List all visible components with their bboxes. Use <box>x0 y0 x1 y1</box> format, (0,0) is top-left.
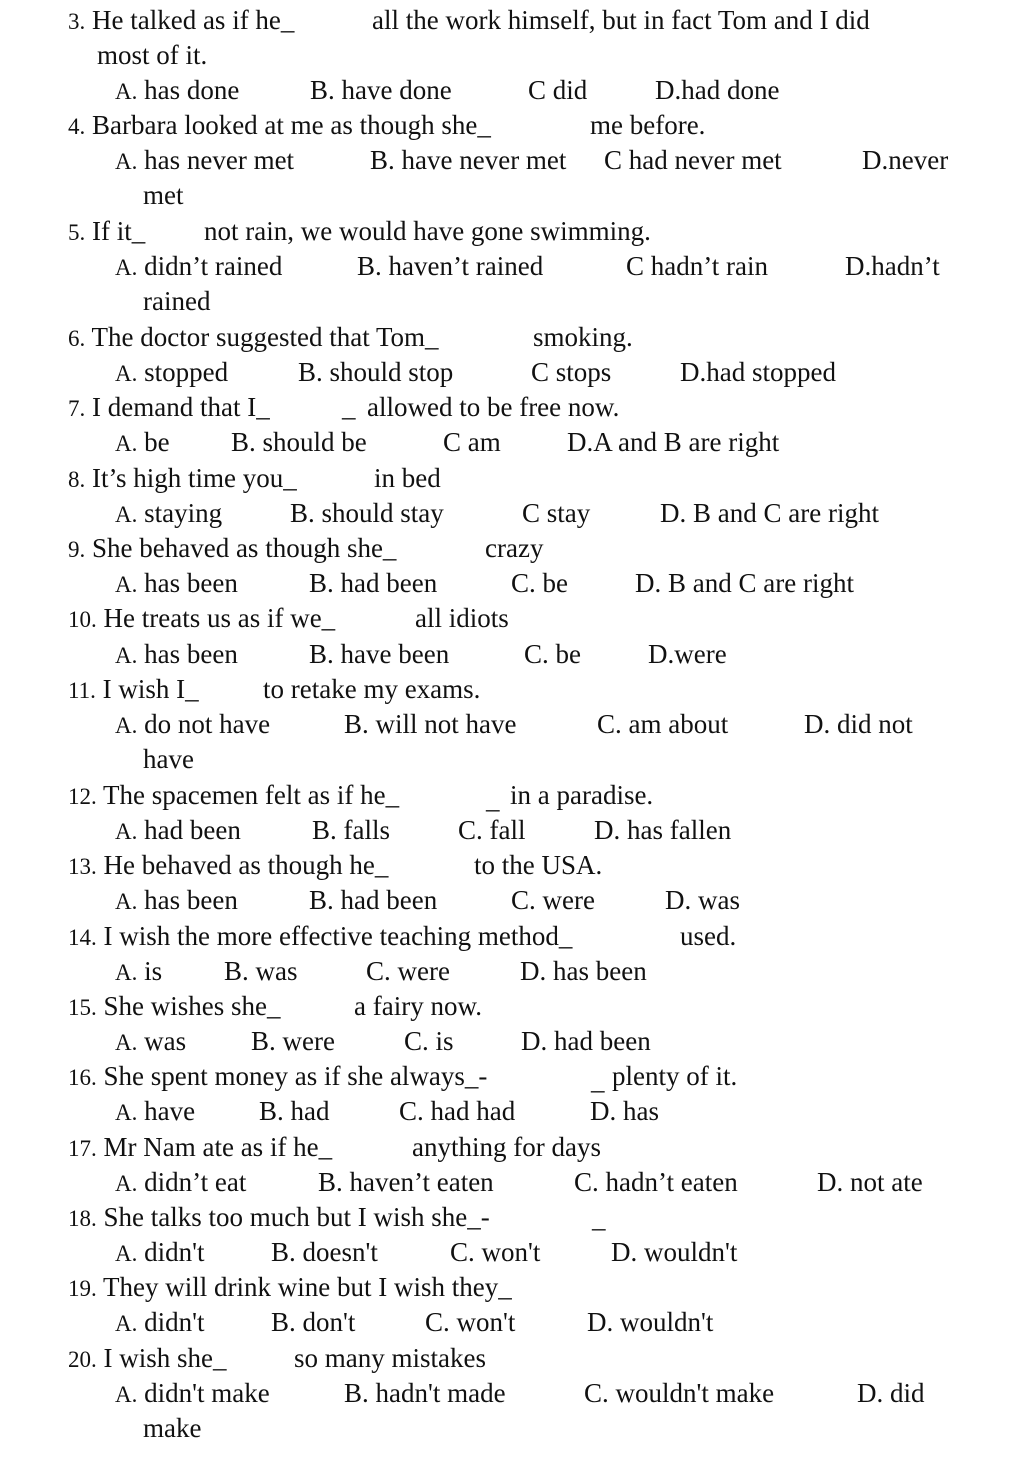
question-13-stem-cont: to the USA. <box>474 850 603 880</box>
question-12-option-c: C. fall <box>458 815 526 845</box>
question-14-option-b: B. was <box>224 956 298 986</box>
option-label: A. <box>115 1311 138 1336</box>
question-7-option-c: C am <box>443 427 501 457</box>
question-13-option-d: D. was <box>665 885 740 915</box>
question-9-option-b: B. had been <box>309 568 438 598</box>
question-number: 4. <box>68 114 86 139</box>
question-7-option-b: B. should be <box>231 427 367 457</box>
option-label: A. <box>115 431 138 456</box>
question-number: 11. <box>68 678 96 703</box>
option-text: stopped <box>144 357 229 387</box>
question-16-blank-mark: _ <box>591 1065 605 1095</box>
question-5-option-c: C hadn’t rain <box>626 251 768 281</box>
question-15-option-b: B. were <box>251 1026 335 1056</box>
question-11-option-b: B. will not have <box>344 709 517 739</box>
question-15-stem <box>68 990 281 1022</box>
question-6-stem-cont: smoking. <box>533 322 633 352</box>
question-17-stem-cont: anything for days <box>412 1132 601 1162</box>
question-7-option-a <box>115 426 170 458</box>
question-5-option-d: D.hadn’t <box>845 251 940 281</box>
question-10-option-b: B. have been <box>309 639 450 669</box>
question-7-blank-mark: _ <box>342 392 356 422</box>
question-9-stem <box>68 532 396 564</box>
question-19-option-c: C. won't <box>425 1307 516 1337</box>
question-text: She talks too much but I wish she_- <box>103 1202 490 1232</box>
question-text: It’s high time you_ <box>92 463 297 493</box>
question-number: 15. <box>68 995 97 1020</box>
option-label: A. <box>115 1382 138 1407</box>
question-4-option-c: C had never met <box>604 145 782 175</box>
question-text: She behaved as though she_ <box>92 533 397 563</box>
question-10-option-a <box>115 638 238 670</box>
option-text: didn’t rained <box>144 251 283 281</box>
option-text: has been <box>144 568 238 598</box>
question-15-option-d: D. had been <box>521 1026 651 1056</box>
question-number: 18. <box>68 1206 97 1231</box>
question-3-option-d: D.had done <box>655 75 780 105</box>
question-19-option-d: D. wouldn't <box>587 1307 714 1337</box>
option-text: had been <box>144 815 241 845</box>
question-7-stem <box>68 391 270 423</box>
question-number: 10. <box>68 607 97 632</box>
question-5-stem-cont: not rain, we would have gone swimming. <box>204 216 651 246</box>
question-17-option-c: C. hadn’t eaten <box>574 1167 738 1197</box>
question-number: 5. <box>68 220 86 245</box>
question-5-option-b: B. haven’t rained <box>357 251 544 281</box>
question-8-option-d: D. B and C are right <box>660 498 879 528</box>
question-12-option-d: D. has fallen <box>594 815 732 845</box>
option-label: A. <box>115 79 138 104</box>
option-label: A. <box>115 502 138 527</box>
question-17-option-d: D. not ate <box>817 1167 923 1197</box>
question-9-stem-cont: crazy <box>485 533 544 563</box>
question-11-stem-cont: to retake my exams. <box>263 674 481 704</box>
question-5-stem <box>68 215 145 247</box>
question-text: Barbara looked at me as though she_ <box>92 110 491 140</box>
question-text: Mr Nam ate as if he_ <box>103 1132 333 1162</box>
option-label: A. <box>115 1100 138 1125</box>
question-number: 20. <box>68 1347 97 1372</box>
question-12-stem-cont: in a paradise. <box>510 780 654 810</box>
option-text: has been <box>144 639 238 669</box>
question-7-stem-cont: allowed to be free now. <box>367 392 620 422</box>
option-label: A. <box>115 361 138 386</box>
question-3-option-c: C did <box>528 75 588 105</box>
question-6-option-c: C stops <box>531 357 612 387</box>
question-text: She spent money as if she always_- <box>103 1061 488 1091</box>
question-6-stem <box>68 321 439 353</box>
question-number: 19. <box>68 1276 97 1301</box>
question-20-option-d: D. did <box>857 1378 925 1408</box>
question-text: If it_ <box>92 216 146 246</box>
question-11-option-a-wrap: have <box>143 744 194 774</box>
option-text: staying <box>144 498 223 528</box>
option-text: have <box>144 1096 196 1126</box>
option-label: A. <box>115 1030 138 1055</box>
question-16-option-d: D. has <box>590 1096 659 1126</box>
question-13-stem <box>68 849 388 881</box>
question-18-blank-mark: _ <box>592 1203 606 1233</box>
question-text: The doctor suggested that Tom_ <box>91 322 439 352</box>
question-text: The spacemen felt as if he_ <box>103 780 400 810</box>
option-label: A. <box>115 149 138 174</box>
question-3-option-a <box>115 74 239 106</box>
question-number: 16. <box>68 1065 97 1090</box>
question-17-option-a <box>115 1166 246 1198</box>
question-14-option-c: C. were <box>366 956 450 986</box>
question-20-option-d-wrap: make <box>143 1413 202 1443</box>
question-5-option-a <box>115 250 282 282</box>
option-label: A. <box>115 819 138 844</box>
question-11-option-d: D. did not <box>804 709 913 739</box>
option-text: was <box>144 1026 187 1056</box>
question-8-option-a <box>115 497 222 529</box>
question-10-option-c: C. be <box>524 639 581 669</box>
question-7-option-d: D.A and B are right <box>567 427 780 457</box>
question-14-option-d: D. has been <box>520 956 647 986</box>
option-label: A. <box>115 572 138 597</box>
question-15-option-c: C. is <box>404 1026 454 1056</box>
question-11-option-a <box>115 708 270 740</box>
question-4-option-b: B. have never met <box>370 145 567 175</box>
question-text: He behaved as though he_ <box>103 850 389 880</box>
option-text: do not have <box>144 709 271 739</box>
question-number: 13. <box>68 854 97 879</box>
question-12-stem <box>68 779 399 811</box>
question-number: 6. <box>68 326 86 351</box>
question-4-option-d-wrap: met <box>143 180 184 210</box>
question-18-stem <box>68 1201 490 1233</box>
option-text: is <box>144 956 163 986</box>
question-20-option-c: C. wouldn't make <box>584 1378 775 1408</box>
question-16-option-c: C. had had <box>399 1096 516 1126</box>
question-4-option-d: D.never <box>862 145 949 175</box>
question-15-option-a <box>115 1025 186 1057</box>
question-18-option-b: B. doesn't <box>271 1237 378 1267</box>
question-19-option-a <box>115 1306 205 1338</box>
question-text: She wishes she_ <box>103 991 281 1021</box>
option-label: A. <box>115 1241 138 1266</box>
question-12-blank-mark: _ <box>486 784 500 814</box>
question-8-stem-cont: in bed <box>374 463 441 493</box>
question-14-stem-cont: used. <box>680 921 737 951</box>
question-number: 7. <box>68 396 86 421</box>
option-text: has never met <box>144 145 295 175</box>
question-19-option-b: B. don't <box>271 1307 356 1337</box>
question-number: 3. <box>68 9 86 34</box>
option-label: A. <box>115 889 138 914</box>
question-text: I demand that I_ <box>92 392 270 422</box>
question-text: They will drink wine but I wish they_ <box>103 1272 512 1302</box>
question-text: I wish the more effective teaching method_ <box>103 921 573 951</box>
option-text: has done <box>144 75 240 105</box>
question-18-option-c: C. won't <box>450 1237 541 1267</box>
question-20-stem <box>68 1342 227 1374</box>
question-12-option-b: B. falls <box>312 815 390 845</box>
option-label: A. <box>115 960 138 985</box>
question-12-option-a <box>115 814 241 846</box>
question-11-option-c: C. am about <box>597 709 729 739</box>
option-label: A. <box>115 1171 138 1196</box>
question-number: 8. <box>68 467 86 492</box>
question-6-option-b: B. should stop <box>298 357 454 387</box>
option-text: didn’t eat <box>144 1167 247 1197</box>
question-8-option-b: B. should stay <box>290 498 444 528</box>
option-label: A. <box>115 713 138 738</box>
question-20-stem-cont: so many mistakes <box>294 1343 486 1373</box>
question-13-option-a <box>115 884 238 916</box>
question-9-option-c: C. be <box>511 568 568 598</box>
question-20-option-b: B. hadn't made <box>344 1378 506 1408</box>
question-16-stem-cont: plenty of it. <box>612 1061 738 1091</box>
question-3-option-b: B. have done <box>310 75 452 105</box>
question-text: I wish she_ <box>103 1343 227 1373</box>
option-label: A. <box>115 643 138 668</box>
question-20-option-a <box>115 1377 270 1409</box>
option-text: didn't <box>144 1307 205 1337</box>
question-3-stem-wrap: most of it. <box>97 40 208 70</box>
question-text: He talked as if he_ <box>92 5 295 35</box>
question-3-stem <box>68 4 294 36</box>
question-16-stem <box>68 1060 487 1092</box>
question-text: He treats us as if we_ <box>103 603 336 633</box>
question-16-option-a <box>115 1095 195 1127</box>
question-11-stem <box>68 673 199 705</box>
question-18-option-a <box>115 1236 205 1268</box>
question-8-option-c: C stay <box>522 498 591 528</box>
question-10-option-d: D.were <box>648 639 727 669</box>
question-6-option-a <box>115 356 228 388</box>
question-number: 12. <box>68 784 97 809</box>
option-label: A. <box>115 255 138 280</box>
option-text: didn't make <box>144 1378 270 1408</box>
question-4-stem <box>68 109 491 141</box>
question-3-stem-cont: all the work himself, but in fact Tom and I did <box>372 5 870 35</box>
question-17-option-b: B. haven’t eaten <box>318 1167 494 1197</box>
question-4-stem-cont: me before. <box>590 110 706 140</box>
question-6-option-d: D.had stopped <box>680 357 836 387</box>
question-14-option-a <box>115 955 162 987</box>
question-number: 17. <box>68 1136 97 1161</box>
question-5-option-d-wrap: rained <box>143 286 211 316</box>
question-number: 9. <box>68 537 86 562</box>
question-number: 14. <box>68 925 97 950</box>
option-text: be <box>144 427 170 457</box>
question-16-option-b: B. had <box>259 1096 330 1126</box>
question-13-option-c: C. were <box>511 885 595 915</box>
question-10-stem-cont: all idiots <box>415 603 509 633</box>
question-19-stem <box>68 1271 512 1303</box>
option-text: didn't <box>144 1237 205 1267</box>
option-text: has been <box>144 885 238 915</box>
question-4-option-a <box>115 144 294 176</box>
question-17-stem <box>68 1131 332 1163</box>
question-14-stem <box>68 920 572 952</box>
question-9-option-a <box>115 567 238 599</box>
question-13-option-b: B. had been <box>309 885 438 915</box>
question-9-option-d: D. B and C are right <box>635 568 854 598</box>
question-15-stem-cont: a fairy now. <box>354 991 482 1021</box>
question-text: I wish I_ <box>102 674 199 704</box>
question-18-option-d: D. wouldn't <box>611 1237 738 1267</box>
question-8-stem <box>68 462 297 494</box>
question-10-stem <box>68 602 335 634</box>
